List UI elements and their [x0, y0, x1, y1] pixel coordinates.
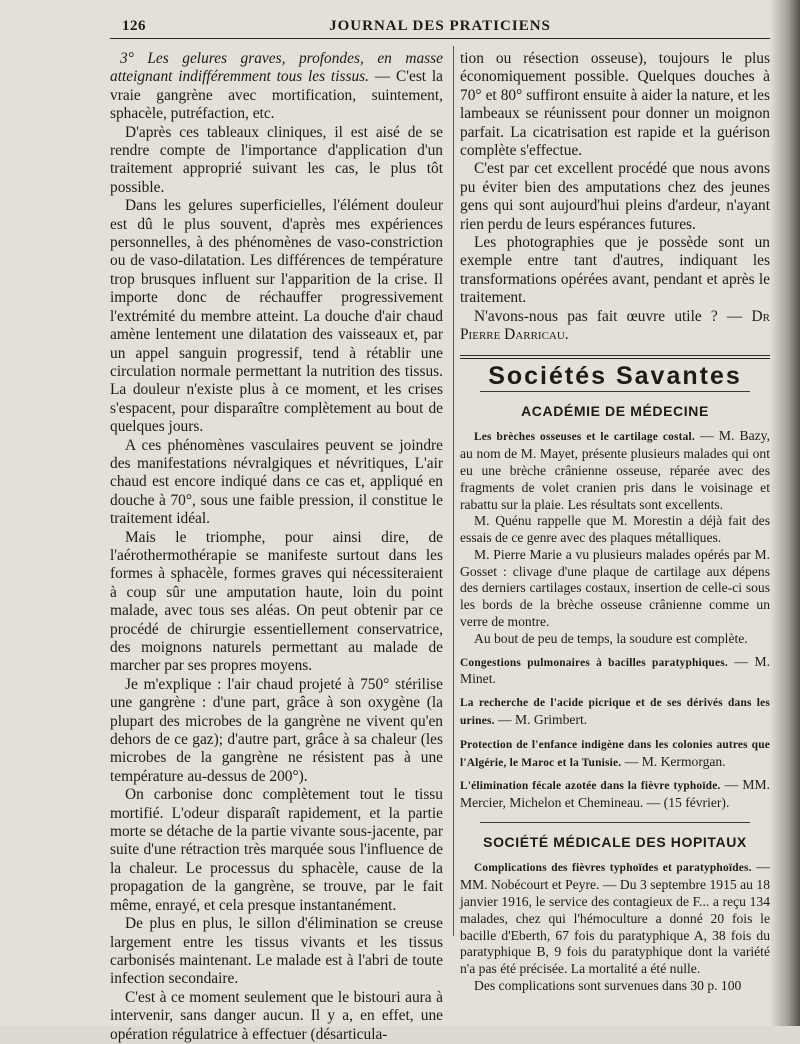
page-number: 126 — [122, 18, 146, 34]
paragraph: Mais le triomphe, pour ainsi dire, de l'aérothermothérapie se manifeste surtout dans les formes à sphacèle, formes graves qui nécessiteraient à coup sûr une amputation haute, loin du point malade, avec tous ses aléas. On peut obtenir par ce procédé de chirurgie essentiellement conservatrice, des moignons naturels permettant au malade de marcher par ses propres moyens. — [110, 528, 443, 675]
report-text: — MM. Nobécourt et Peyre. — Du 3 septembre 1915 au 18 janvier 1916, le service des contagieux de F... a reçu 134 malades, chez qui l'hémoculture a donné 20 fois le bacille d'Eberth, 67 fois du paratyphique A, 38 fois du paratyphique B, 9 fois du paratyphique dont la variété n'a pas été précisée. La mortalité a été nulle. — [460, 859, 770, 977]
paragraph: On carbonise donc complètement tout le tissu mortifié. L'odeur disparaît rapidement, et la partie morte se détache de la partie vivante sous-jacente, par suite d'une rétraction très marquée sous l'influence de la chaleur. Le processus du sphacèle, cause de la propagation de la gangrène, se trouve, par le fait même, enrayé, et cela presque instantanément. — [110, 786, 443, 914]
report-item — [460, 654, 770, 689]
paragraph — [110, 50, 443, 124]
section-rule — [460, 355, 770, 359]
academie-reports — [460, 428, 770, 812]
paragraph: C'est à ce moment seulement que le bistouri aura à intervenir, sans danger aucun. Il y a, en effet, une opération régulatrice à effectuer (désarticula- — [110, 988, 443, 1043]
paragraph: Au bout de peu de temps, la soudure est complète. — [474, 630, 748, 646]
report-title: La recherche de l'acide picrique et de ses dérivés dans les urines. — [460, 697, 770, 728]
divider — [480, 391, 750, 392]
report-text: — M. Grimbert. — [494, 712, 588, 728]
report-text: — M. Kermorgan. — [621, 753, 726, 769]
report-title: Protection de l'enfance indigène dans les colonies autres que l'Algérie, le Maroc et la Tunisie. — [460, 738, 770, 769]
divider — [480, 822, 750, 823]
report-item — [460, 694, 770, 730]
report-title: Les brèches osseuses et le cartilage costal. — [474, 431, 695, 444]
hopitaux-heading: SOCIÉTÉ MÉDICALE DES HOPITAUX — [483, 834, 747, 851]
paragraph: A ces phénomènes vasculaires peuvent se joindre des manifestations névralgiques et névritiques, L'air chaud est encore indiqué dans ce cas et, appliqué en douche à 70°, sous une faible pression, il constitue le traitement idéal. — [110, 436, 443, 528]
report-item — [460, 777, 770, 812]
paragraph — [460, 308, 770, 345]
paragraph: D'après ces tableaux cliniques, il est aisé de se rendre compte de l'importance d'application d'un traitement approprié suivant les cas, le plus tôt possible. — [110, 123, 443, 196]
right-column — [460, 50, 770, 995]
page-header — [110, 16, 770, 39]
report-text: — M. Minet. — [460, 653, 770, 687]
hopitaux-reports — [460, 859, 770, 994]
report-item — [460, 859, 770, 978]
paragraph: Je m'explique : l'air chaud projeté à 750° stérilise une gangrène : d'une part, grâce à son oxygène (la plupart des microbes de la gangrène ne vivent qu'en dehors de ce gaz); d'autre part, grâce à sa chaleur (les microbes de la gangrène ne résistent pas à une température au-dessus de 200°). — [110, 675, 443, 785]
report-item — [460, 428, 770, 513]
author-signature: Dr Pierre Darricau. — [460, 307, 770, 344]
report-item — [460, 736, 770, 772]
paragraph: tion ou résection osseuse), toujours le plus économiquement possible. Quelques douches à 70° et 80° suffiront ensuite à aider la nature, et les lambeaux se réunissent pour donner un moignon parfait. La cicatrisation est rapide et la guérison complète s'effectue. — [460, 50, 770, 160]
paragraph: Les photographies que je possède sont un exemple entre tant d'autres, indiquant les transformations opérées avant, pendant et après le traitement. — [460, 234, 770, 307]
page-binding-shadow — [770, 0, 800, 1026]
report-title: L'élimination fécale azotée dans la fièvre typhoïde. — [460, 780, 721, 793]
section-title: Sociétés Savantes — [488, 361, 742, 390]
paragraph: C'est par cet excellent procédé que nous avons pu éviter bien des amputations chez des jeunes gens qui sont aujourd'hui pleins d'ardeur, n'ayant rien perdu de leurs espérances futures. — [460, 160, 770, 233]
left-column — [110, 50, 443, 1044]
paragraph-text: — C'est la vraie gangrène avec mortification, suintement, sphacèle, putréfaction, etc. — [110, 68, 443, 123]
paragraph: M. Quénu rappelle que M. Morestin a déjà fait des essais de ce genre avec des plaques métalliques. — [460, 513, 770, 546]
paragraph-text: N'avons-nous pas fait œuvre utile ? — — [474, 307, 752, 325]
journal-title: JOURNAL DES PRATICIENS — [329, 18, 551, 34]
report-title: Congestions pulmonaires à bacilles paratyphiques. — [460, 656, 728, 669]
report-text: — M. Bazy, au nom de M. Mayet, présente plusieurs malades qui ont eu une brèche crânienne osseuse, réparée avec des fragments de volet cranien pris dans le voisinage et rabattu sur la plaie. Les résultats sont excellents. — [460, 428, 770, 512]
paragraph: Des complications sont survenues dans 30 p. 100 — [474, 978, 742, 994]
paragraph-italic-lead: 3° Les gelures graves, profondes, en masse atteignant indifféremment tous les tissus. — [110, 50, 443, 86]
report-text: — MM. Mercier, Michelon et Chemineau. — (15 février). — [460, 777, 770, 811]
academie-heading: ACADÉMIE DE MÉDECINE — [521, 402, 709, 419]
paragraph: Dans les gelures superficielles, l'élément douleur est dû le plus souvent, d'après mes expériences personnelles, à des phénomènes de vaso-constriction ou de vaso-dilatation. Les différences de température trop brusques influent sur l'apparition de la crise. Il importe donc de réchauffer progressivement l'extrémité du membre atteint. La douche d'air chaud amène lentement une dilatation des vaisseaux et, par un appel sanguin progressif, tend à rétablir une circulation normale permettant la nutrition des tissus. La douleur n'existe plus à ce moment, et les crises s'espacent, pour disparaître complètement au bout de quelques jours. — [110, 197, 443, 436]
paragraph: M. Pierre Marie a vu plusieurs malades opérés par M. Gosset : clivage d'une plaque de cartilage aux dépens des derniers cartilages costaux, insertion de celle-ci sous les bords de la brèche osseuse crânienne comme un verre de montre. — [460, 546, 770, 630]
paragraph: De plus en plus, le sillon d'élimination se creuse largement entre les tissus vivants et les tissus carbonisés maintenant. Le malade est à l'abri de toute infection secondaire. — [110, 915, 443, 988]
column-divider — [453, 46, 454, 936]
report-title: Complications des fièvres typhoïdes et paratyphoïdes. — [474, 862, 752, 875]
